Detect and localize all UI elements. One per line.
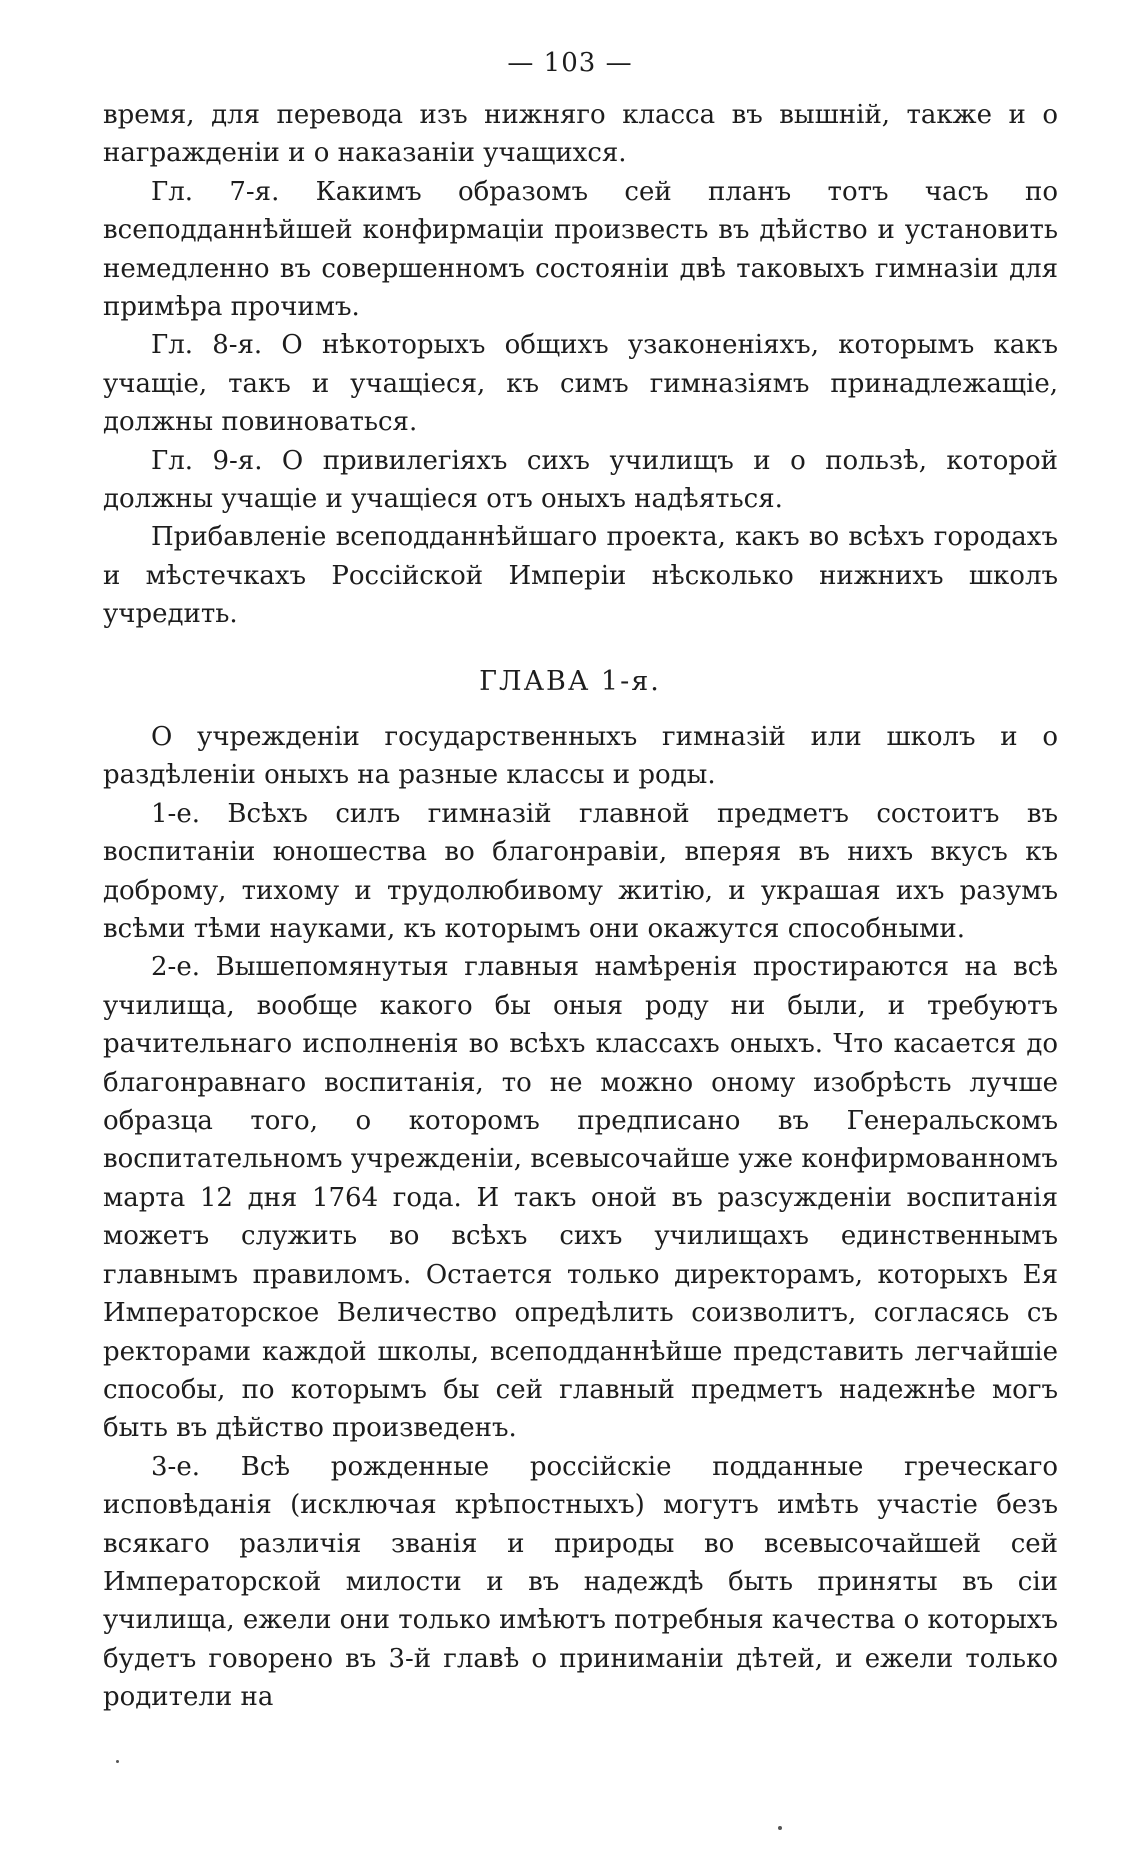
paragraph-article-3: 3-е. Всѣ рожденные россійскіе подданные греческаго исповѣданія (исключая крѣпостныхъ) могутъ имѣть участіе безъ всякаго различія званія и природы во всевысочайшей сей Императорской милости и въ надеждѣ быть приняты въ сіи училища, ежели они только имѣютъ потребныя качества о которыхъ будетъ говорено въ 3-й главѣ о приниманіи дѣтей, и ежели только родители на <box>103 1451 1058 1713</box>
paragraph-chapter-8: Гл. 8-я. О нѣкоторыхъ общихъ узаконеніяхъ, которымъ какъ учащіе, такъ и учащіеся, къ симъ гимназіямъ принадлежащіе, должны повиноваться. <box>103 330 1058 438</box>
paragraph-appendix: Прибавленіе всеподданнѣйшаго проекта, какъ во всѣхъ городахъ и мѣстечкахъ Россійской Имперіи нѣсколько нижнихъ школъ учредить. <box>103 522 1058 630</box>
paragraph-chapter-9: Гл. 9-я. О привилегіяхъ сихъ училищъ и о пользѣ, которой должны учащіе и учащіеся отъ оныхъ надѣяться. <box>103 445 1058 515</box>
paragraph-article-1: 1-е. Всѣхъ силъ гимназій главной предметъ состоитъ въ воспитаніи юношества во благонравіи, вперяя въ нихъ вкусъ къ доброму, тихому и трудолюбивому житію, и украшая ихъ разумъ всѣми тѣми науками, къ которымъ они окажутся способными. <box>103 798 1058 945</box>
chapter-heading: ГЛАВА 1-я. <box>479 666 661 697</box>
text-section-bottom <box>103 718 1058 1717</box>
page-number: — 103 — <box>507 48 633 78</box>
paragraph-article-2: 2-е. Вышепомянутыя главныя намѣренія простираются на всѣ училища, вообще какого бы оныя роду ни были, и требуютъ рачительнаго исполненія во всѣхъ классахъ оныхъ. Что касается до благонравнаго воспитанія, то не можно оному изобрѣсть лучше образца того, о которомъ предписано въ Генеральскомъ воспитательномъ учрежденіи, всевысочайше уже конфирмованномъ марта 12 дня 1764 года. И такъ оной въ разсужденіи воспитанія можетъ служить во всѣхъ сихъ училищахъ единственнымъ главнымъ правиломъ. Остается только директорамъ, которыхъ Ея Императорское Величество опредѣлить соизволитъ, согласясь съ ректорами каждой школы, всеподданнѣйше представить легчайшіе способы, по которымъ бы сей главный предметъ надежнѣе могъ быть въ дѣйство произведенъ. <box>103 952 1058 1444</box>
print-speck <box>778 1826 782 1830</box>
paragraph-chapter-title: О учрежденіи государственныхъ гимназій или школъ и о раздѣленіи оныхъ на разные классы и роды. <box>103 722 1058 791</box>
text-section-top <box>103 96 1058 634</box>
paragraph-continuation: время, для перевода изъ нижняго класса въ вышній, также и о награжденіи и о наказаніи учащихся. <box>103 100 1058 169</box>
paragraph-chapter-7: Гл. 7-я. Какимъ образомъ сей планъ тотъ часъ по всеподданнѣйшей конфирмаціи произвесть въ дѣйство и установить немедленно въ совершенномъ состояніи двѣ таковыхъ гимназіи для примѣра прочимъ. <box>103 176 1058 323</box>
print-speck <box>116 1760 119 1763</box>
